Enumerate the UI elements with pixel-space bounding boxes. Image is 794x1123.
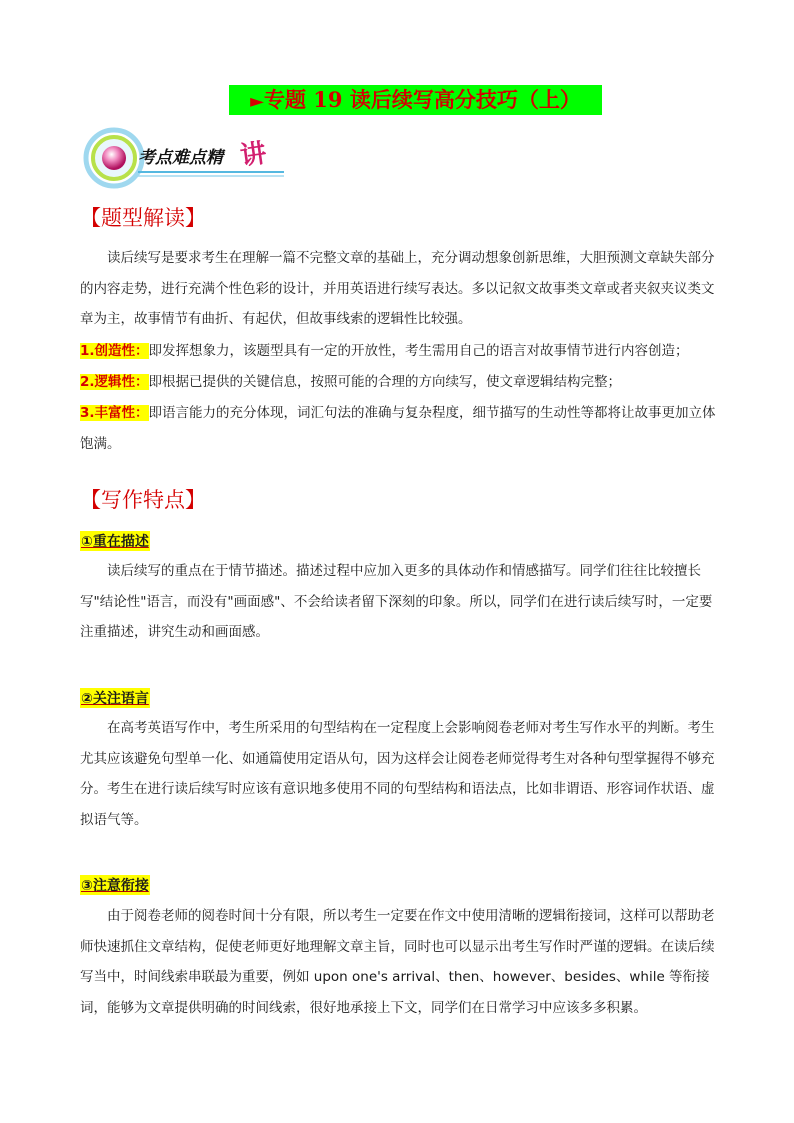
intro-paragraph: 读后续写是要求考生在理解一篇不完整文章的基础上，充分调动想象创新思维，大胆预测文章缺失部分的内容走势，进行充满个性色彩的设计，并用英语进行续写表达。多以记叙文故事类文章或者夹叙夹议类文章为主，故事情节有曲折、有起伏，但故事线索的逻辑性比较强。 bbox=[80, 250, 715, 327]
point-paragraph: 在高考英语写作中，考生所采用的句型结构在一定程度上会影响阅卷老师对考生写作水平的判断。考生尤其应该避免句型单一化、如通篇使用定语从句，因为这样会让阅卷老师觉得考生对各种句型掌握得不够充分。考生在进行读后续写时应该有意识地多使用不同的句型结构和语法点，比如非谓语、形容词作状语、虚拟语气等。 bbox=[80, 720, 715, 828]
trait-creativity bbox=[80, 336, 717, 367]
trait-richness bbox=[80, 398, 717, 459]
point-title: ③注意衔接 bbox=[80, 875, 150, 895]
title-text: 专题 19 读后续写高分技巧（上） bbox=[263, 87, 581, 112]
section-heading-features: 【写作特点】 bbox=[80, 488, 206, 512]
point-paragraph: 由于阅卷老师的阅卷时间十分有限，所以考生一定要在作文中使用清晰的逻辑衔接词，这样可以帮助老师快速抓住文章结构，促使老师更好地理解文章主旨，同时也可以显示出考生写作时严谨的逻辑。在读后续写当中，时间线索串联最为重要，例如 upon one's arrival、then、however、besides、while 等衔接词，能够为文章提供明确的时间线索，很好地承接上下文，同学们在日常学习中应该多多积累。 bbox=[80, 908, 715, 1016]
trait-text: 即根据已提供的关键信息，按照可能的合理的方向续写，使文章逻辑结构完整； bbox=[148, 374, 622, 390]
banner-label: 考点难点精 bbox=[138, 148, 223, 168]
trait-text: 即语言能力的充分体现，词汇句法的准确与复杂程度，细节描写的生动性等都将让故事更加立体饱满。 bbox=[80, 405, 716, 452]
trait-label: 1.创造性： bbox=[80, 343, 149, 359]
point-paragraph: 读后续写的重点在于情节描述。描述过程中应加入更多的具体动作和情感描写。同学们往往比较擅长写"结论性"语言，而没有"画面感"、不会给读者留下深刻的印象。所以，同学们在进行读后续写时，一定要注重描述，讲究生动和画面感。 bbox=[80, 563, 713, 640]
document-title bbox=[229, 85, 602, 115]
arrow-icon: ► bbox=[250, 91, 264, 112]
trait-label: 2.逻辑性： bbox=[80, 374, 149, 390]
point-title: ①重在描述 bbox=[80, 531, 150, 551]
trait-logic bbox=[80, 367, 717, 398]
trait-label: 3.丰富性： bbox=[80, 405, 149, 421]
point-title: ②关注语言 bbox=[80, 688, 150, 708]
section-heading-type: 【题型解读】 bbox=[80, 206, 206, 230]
banner-char: 讲 bbox=[238, 138, 269, 172]
trait-text: 即发挥想象力，该题型具有一定的开放性，考生需用自己的语言对故事情节进行内容创造； bbox=[148, 343, 689, 359]
